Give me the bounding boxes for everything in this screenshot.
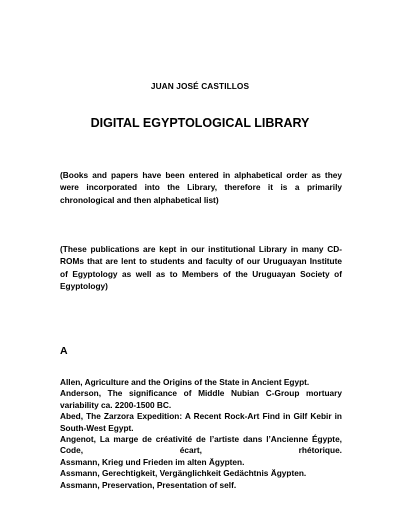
bibliography-entry: Anderson, The significance of Middle Nubian C-Group mortuary variability ca. 2200-1500 BC.: [60, 388, 342, 410]
bibliography-entry: Angenot, La marge de créativité de l’artiste dans l’Ancienne Égypte, Code, écart, rhétorique.: [60, 434, 342, 456]
ordering-note: (Books and papers have been entered in alphabetical order as they were incorporated into the Library, therefore it is a primarily chronological and then alphabetical list): [60, 170, 342, 205]
bibliography-entry: Abed, The Zarzora Expedition: A Recent Rock-Art Find in Gilf Kebir in South-West Egypt.: [60, 411, 342, 433]
bibliography-entry: Assmann, Preservation, Presentation of self.: [60, 479, 237, 490]
bibliography-entry: Assmann, Gerechtigkeit, Vergänglichkeit Gedächtnis Ägypten.: [60, 468, 307, 479]
bibliography-list: [60, 377, 342, 491]
library-title: DIGITAL EGYPTOLOGICAL LIBRARY: [90, 116, 310, 130]
bibliography-entry: Assmann, Krieg und Frieden im alten Ägypten.: [60, 456, 245, 467]
location-note: (These publications are kept in our institutional Library in many CD-ROMs that are lent to students and faculty of our Uruguayan Institute of Egyptology as well as to Members of the Uruguayan Society of Egyptology): [60, 244, 342, 291]
author-name: JUAN JOSÉ CASTILLOS: [150, 81, 250, 91]
bibliography-entry: Allen, Agriculture and the Origins of the State in Ancient Egypt.: [60, 377, 310, 387]
section-heading-a: A: [60, 345, 68, 357]
